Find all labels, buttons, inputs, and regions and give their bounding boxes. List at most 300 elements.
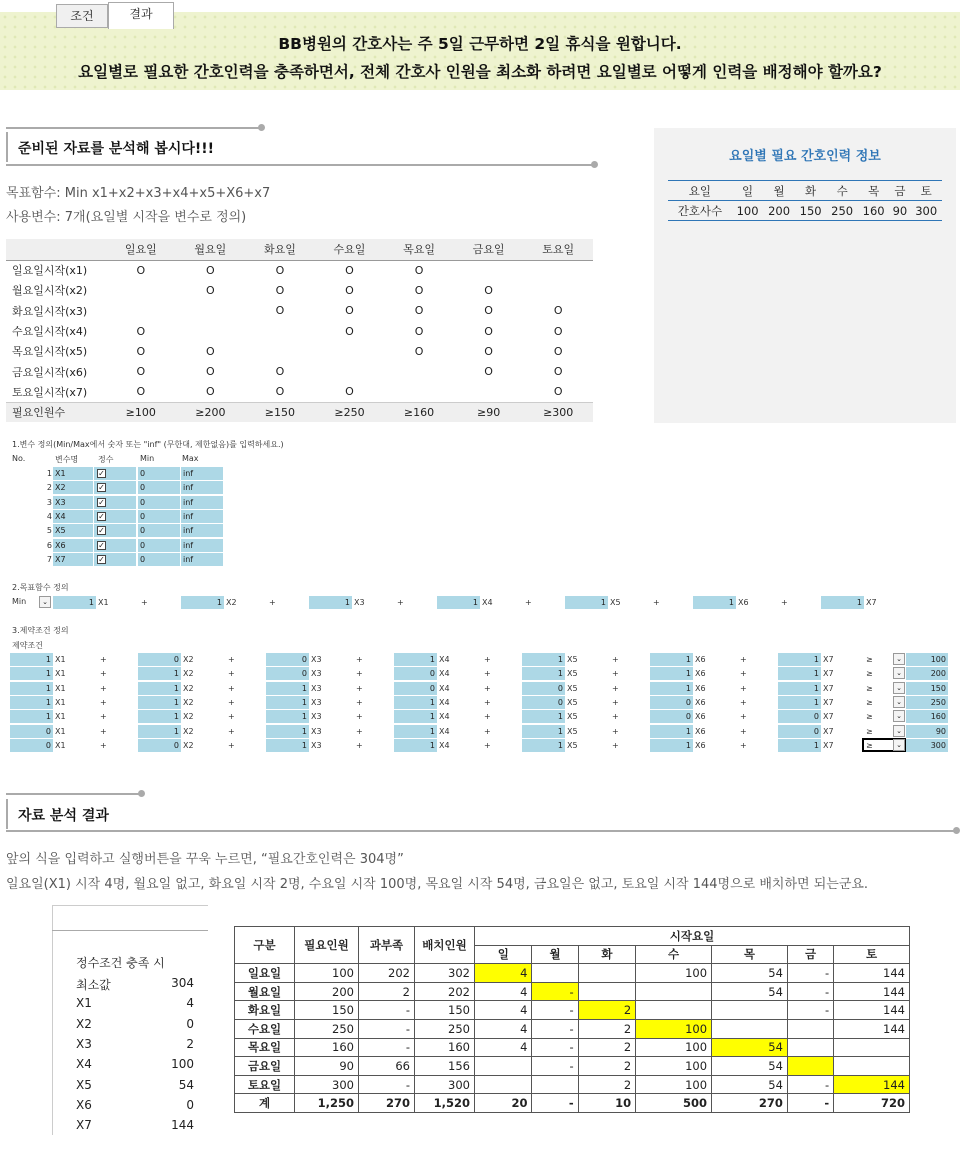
plus-sign: +: [356, 655, 363, 664]
checkbox-icon: ✓: [98, 469, 105, 478]
start-day-cell: -: [787, 1094, 833, 1113]
result-row: [76, 1078, 194, 1092]
plus-sign: +: [228, 740, 235, 750]
constraint-coef-input[interactable]: 1: [138, 682, 181, 695]
schedule-cell: O: [275, 365, 285, 379]
plus-sign: +: [740, 683, 747, 693]
constraint-coef-input[interactable]: 1: [522, 710, 565, 723]
plus-sign: +: [356, 740, 363, 750]
objective-var-label: X1: [98, 598, 109, 607]
max-input[interactable]: inf: [181, 496, 223, 509]
constraint-var-label: X2: [183, 726, 194, 736]
plus-sign: +: [740, 655, 747, 664]
objective-coef-input[interactable]: 1: [181, 596, 224, 609]
constraint-var-label: X4: [439, 697, 450, 707]
constraint-coef-input[interactable]: 0: [138, 653, 181, 666]
min-input[interactable]: 0: [138, 481, 180, 494]
constraint-coef-input[interactable]: 1: [10, 667, 53, 680]
schedule-cell: O: [414, 324, 424, 338]
constraint-rhs-input[interactable]: 100: [906, 653, 948, 666]
schedule-cell: O: [345, 304, 354, 318]
schedule-cell: O: [484, 304, 493, 318]
constraint-var-label: X3: [311, 655, 322, 664]
constraint-var-label: X3: [311, 712, 322, 722]
row-assigned: 160: [415, 1038, 475, 1057]
allocation-row: [235, 1075, 910, 1094]
variable-header: Min: [140, 454, 155, 463]
constraint-var-label: X6: [695, 740, 706, 750]
constraint-coef-input[interactable]: 0: [522, 696, 565, 709]
start-day-cell: 2: [578, 1057, 635, 1076]
row-assigned: 202: [415, 982, 475, 1001]
start-day-cell: 100: [636, 964, 712, 983]
row-need: 100: [295, 964, 359, 983]
max-input[interactable]: inf: [181, 510, 223, 523]
requirement-cell: ≥200: [176, 402, 246, 422]
variable-header: No.: [12, 454, 26, 463]
constraint-var-label: X7: [823, 726, 834, 736]
result-value: 0: [186, 1097, 194, 1112]
constraint-coef-input[interactable]: 1: [138, 667, 181, 680]
result-value: 100: [171, 1057, 194, 1072]
checkbox-icon: ✓: [98, 540, 105, 550]
variable-name-input[interactable]: X6: [53, 539, 93, 552]
constraint-coef-input[interactable]: 0: [10, 739, 53, 752]
requirement-cell: ≥90: [454, 402, 524, 422]
constraint-coef-input[interactable]: 0: [394, 682, 437, 695]
start-day-cell: -: [532, 982, 578, 1001]
variable-no: 3: [46, 497, 52, 507]
constraint-coef-input[interactable]: 1: [394, 696, 437, 709]
schedule-cell: [523, 280, 593, 300]
constraint-coef-input[interactable]: 1: [10, 653, 53, 666]
plus-sign: +: [484, 655, 491, 664]
constraint-var-label: X6: [695, 712, 706, 722]
divider-dot: [258, 124, 265, 131]
start-day-cell: 54: [712, 1075, 788, 1094]
constraint-var-label: X2: [183, 740, 194, 750]
constraint-coef-input[interactable]: 1: [778, 696, 821, 709]
start-day-cell: [532, 1075, 578, 1094]
constraint-var-label: X5: [567, 683, 578, 693]
day-header: 화: [578, 945, 635, 964]
constraint-var-label: X4: [439, 726, 450, 736]
plus-sign: +: [484, 683, 491, 693]
operator-select[interactable]: ⌄: [893, 682, 905, 694]
start-day-cell: [834, 1038, 910, 1057]
divider: [6, 793, 141, 795]
constraint-coef-input[interactable]: 1: [266, 725, 309, 738]
constraint-coef-input[interactable]: 1: [266, 682, 309, 695]
objective-function: 목표함수: Min x1+x2+x3+x4+x5+X6+x7: [6, 186, 271, 201]
start-day-cell: -: [532, 1019, 578, 1038]
schedule-cell: O: [553, 385, 563, 399]
info-head-cell: 요일: [668, 181, 732, 201]
tab-conditions[interactable]: 조건: [56, 4, 108, 28]
mode-select[interactable]: ⌄: [39, 596, 51, 608]
result-key: X4: [76, 1057, 92, 1072]
start-day-cell: 54: [712, 1057, 788, 1076]
schedule-cell: [245, 321, 315, 341]
constraint-coef-input[interactable]: 1: [650, 739, 693, 752]
constraint-var-label: X2: [183, 697, 194, 707]
col-gubun: 구분: [235, 927, 295, 964]
schedule-cell: [384, 361, 454, 381]
plus-sign: +: [228, 726, 235, 736]
constraint-coef-input[interactable]: 1: [266, 739, 309, 752]
divider-dot: [591, 161, 598, 168]
integer-checkbox[interactable]: [94, 481, 136, 494]
constraint-coef-input[interactable]: 1: [522, 667, 565, 680]
integer-checkbox[interactable]: [94, 539, 136, 552]
total-row: [235, 1094, 910, 1113]
banner-line-1: BB병원의 간호사는 주 5일 근무하면 2일 휴식을 원합니다.: [278, 35, 682, 53]
constraint-operator: ≥: [866, 697, 873, 707]
row-need: 300: [295, 1075, 359, 1094]
schedule-table: [6, 239, 593, 422]
row-assigned: 250: [415, 1019, 475, 1038]
requirement-cell: ≥250: [315, 402, 385, 422]
constraint-coef-input[interactable]: 1: [394, 739, 437, 752]
plus-sign: +: [740, 726, 747, 736]
start-day-cell: 144: [834, 982, 910, 1001]
schedule-header: 일요일: [106, 239, 176, 260]
start-day-cell: -: [787, 1075, 833, 1094]
row-assigned: 150: [415, 1001, 475, 1020]
plus-sign: +: [228, 655, 235, 664]
day-header: 수: [636, 945, 712, 964]
constraint-coef-input[interactable]: 1: [266, 710, 309, 723]
plus-sign: +: [228, 683, 235, 693]
operator-select[interactable]: ⌄: [893, 710, 905, 722]
operator-select[interactable]: ⌄: [893, 653, 905, 665]
constraint-coef-input[interactable]: 1: [10, 710, 53, 723]
schedule-cell: O: [414, 263, 424, 277]
allocation-table: [234, 926, 910, 1113]
constraint-coef-input[interactable]: 1: [138, 725, 181, 738]
row-day: 토요일: [235, 1075, 295, 1094]
plus-sign: +: [612, 740, 619, 750]
variable-no: 5: [46, 526, 52, 536]
constraint-coef-input[interactable]: 1: [266, 696, 309, 709]
plus-sign: +: [228, 669, 235, 679]
variable-name-input[interactable]: X2: [53, 481, 93, 494]
constraint-rhs-input[interactable]: 300: [906, 739, 948, 752]
constraint-coef-input[interactable]: 1: [778, 667, 821, 680]
constraint-coef-input[interactable]: 1: [138, 710, 181, 723]
start-day-cell: 20: [475, 1094, 532, 1113]
schedule-cell: O: [484, 365, 493, 379]
objective-var-label: X7: [866, 598, 877, 607]
start-day-cell: 100: [636, 1038, 712, 1057]
allocation-row: [235, 1057, 910, 1076]
start-day-cell: 100: [636, 1057, 712, 1076]
integer-checkbox[interactable]: [94, 553, 136, 566]
start-day-cell: [787, 1038, 833, 1057]
info-value-cell: 160: [858, 201, 890, 221]
row-day: 목요일: [235, 1038, 295, 1057]
section-title-analysis: 준비된 자료를 분석해 봅시다!!!: [6, 132, 214, 162]
row-day: 수요일: [235, 1019, 295, 1038]
constraint-coef-input[interactable]: 1: [522, 739, 565, 752]
schedule-cell: [176, 301, 246, 321]
schedule-header: [6, 239, 106, 260]
objective-coef-input[interactable]: 1: [53, 596, 96, 609]
constraint-coef-input[interactable]: 1: [522, 653, 565, 666]
start-day-cell: 270: [712, 1094, 788, 1113]
schedule-cell: [106, 280, 176, 300]
constraint-coef-input[interactable]: 0: [138, 739, 181, 752]
constraint-coef-input[interactable]: 1: [394, 710, 437, 723]
start-day-cell: [712, 1001, 788, 1020]
requirement-cell: ≥150: [245, 402, 315, 422]
constraint-section-title: 3.제약조건 정의: [12, 626, 69, 635]
result-summary-2: 일요일(X1) 시작 4명, 월요일 없고, 화요일 시작 2명, 수요일 시작 100명, 목요일 시작 54명, 금요일은 없고, 토요일 시작 144명으로 배치하면 되는군요.: [6, 877, 869, 892]
schedule-cell: O: [414, 283, 424, 297]
integer-checkbox[interactable]: [94, 496, 136, 509]
row-need: 1,250: [295, 1094, 359, 1113]
col-start-day: 시작요일: [475, 927, 910, 946]
constraint-coef-input[interactable]: 1: [650, 682, 693, 695]
start-day-cell: -: [532, 1038, 578, 1057]
integer-checkbox[interactable]: [94, 524, 136, 537]
row-need: 200: [295, 982, 359, 1001]
plus-sign: +: [100, 712, 107, 722]
variable-header: 변수명: [55, 455, 79, 464]
day-header: 토: [834, 945, 910, 964]
schedule-cell: [384, 382, 454, 402]
start-day-cell: 500: [636, 1094, 712, 1113]
schedule-header: 월요일: [176, 239, 246, 260]
constraint-rhs-input[interactable]: 200: [906, 667, 948, 680]
constraint-coef-input[interactable]: 0: [650, 696, 693, 709]
day-header: 목: [712, 945, 788, 964]
result-value: 2: [186, 1036, 194, 1051]
plus-sign: +: [397, 598, 404, 607]
row-assigned: 300: [415, 1075, 475, 1094]
objective-coef-input[interactable]: 1: [693, 596, 736, 609]
min-input[interactable]: 0: [138, 539, 180, 552]
day-header: 월: [532, 945, 578, 964]
variable-section-title: 1.변수 정의(Min/Max에서 숫자 또는 "inf" (무한대, 제한없음)를 입력하세요.): [12, 440, 284, 449]
min-input[interactable]: 0: [138, 496, 180, 509]
schedule-cell: 금요일시작(x6): [12, 365, 88, 379]
constraint-operator: ≥: [866, 712, 873, 722]
schedule-cell: [454, 382, 524, 402]
constraint-coef-input[interactable]: 0: [778, 710, 821, 723]
min-input[interactable]: 0: [138, 510, 180, 523]
start-day-cell: 144: [834, 964, 910, 983]
constraint-coef-input[interactable]: 1: [650, 667, 693, 680]
schedule-cell: 토요일시작(x7): [12, 385, 88, 399]
row-need: 250: [295, 1019, 359, 1038]
result-row: [76, 1118, 194, 1132]
start-day-cell: -: [787, 982, 833, 1001]
variable-name-input[interactable]: X1: [53, 467, 93, 480]
checkbox-icon: ✓: [98, 511, 105, 521]
row-excess: -: [359, 1075, 415, 1094]
constraint-coef-input[interactable]: 1: [10, 696, 53, 709]
max-input[interactable]: inf: [181, 481, 223, 494]
constraint-rhs-input[interactable]: 150: [906, 682, 948, 695]
operator-select[interactable]: ⌄: [893, 739, 905, 751]
constraint-coef-input[interactable]: 1: [778, 739, 821, 752]
constraint-var-label: X5: [567, 712, 578, 722]
constraint-coef-input[interactable]: 1: [522, 725, 565, 738]
constraint-var-label: X7: [823, 683, 834, 693]
constraint-rhs-input[interactable]: 90: [906, 725, 948, 738]
constraint-coef-input[interactable]: 0: [266, 667, 309, 680]
schedule-cell: O: [414, 304, 424, 318]
schedule-row: [6, 341, 593, 361]
constraint-var-label: X3: [311, 697, 322, 707]
constraint-var-label: X5: [567, 726, 578, 736]
start-day-cell: 144: [834, 1019, 910, 1038]
schedule-row: [6, 280, 593, 300]
plus-sign: +: [484, 712, 491, 722]
row-assigned: 302: [415, 964, 475, 983]
start-day-cell: 2: [578, 1019, 635, 1038]
constraint-coef-input[interactable]: 0: [650, 710, 693, 723]
plus-sign: +: [100, 740, 107, 750]
schedule-cell: 월요일시작(x2): [12, 284, 88, 298]
schedule-cell: O: [275, 385, 285, 399]
schedule-cell: O: [206, 283, 215, 297]
row-excess: 202: [359, 964, 415, 983]
plus-sign: +: [269, 598, 276, 607]
result-value: 4: [186, 996, 194, 1011]
checkbox-icon: ✓: [98, 526, 105, 536]
constraint-rhs-input[interactable]: 250: [906, 696, 948, 709]
col-assigned: 배치인원: [415, 927, 475, 964]
constraint-var-label: X1: [55, 697, 66, 707]
schedule-cell: O: [414, 344, 424, 358]
schedule-cell: [315, 361, 385, 381]
start-day-cell: -: [532, 1001, 578, 1020]
constraint-coef-input[interactable]: 0: [522, 682, 565, 695]
min-input[interactable]: 0: [138, 524, 180, 537]
objective-var-label: X6: [738, 598, 749, 607]
requirement-cell: ≥100: [106, 402, 176, 422]
constraint-coef-input[interactable]: 1: [650, 653, 693, 666]
constraint-coef-input[interactable]: 0: [778, 725, 821, 738]
max-input[interactable]: inf: [181, 553, 223, 566]
constraint-var-label: X1: [55, 726, 66, 736]
requirement-cell: 필요인원수: [6, 402, 106, 422]
row-assigned: 1,520: [415, 1094, 475, 1113]
constraint-coef-input[interactable]: 1: [138, 696, 181, 709]
constraint-coef-input[interactable]: 1: [394, 725, 437, 738]
start-day-cell: -: [532, 1057, 578, 1076]
objective-coef-input[interactable]: 1: [821, 596, 864, 609]
max-input[interactable]: inf: [181, 524, 223, 537]
constraint-coef-input[interactable]: 1: [394, 653, 437, 666]
constraint-coef-input[interactable]: 0: [394, 667, 437, 680]
result-key: X1: [76, 996, 92, 1011]
col-excess: 과부족: [359, 927, 415, 964]
schedule-cell: O: [136, 385, 146, 399]
tab-line: [52, 930, 208, 931]
integer-checkbox[interactable]: [94, 467, 136, 480]
constraint-coef-input[interactable]: 1: [650, 725, 693, 738]
objective-coef-input[interactable]: 1: [437, 596, 480, 609]
constraint-var-label: X4: [439, 669, 450, 679]
info-value-cell: 200: [763, 201, 795, 221]
allocation-row: [235, 982, 910, 1001]
objective-var-label: X5: [610, 598, 621, 607]
info-head-cell: 목: [858, 181, 890, 201]
result-key: 최소값: [76, 978, 111, 992]
operator-select[interactable]: ⌄: [893, 696, 905, 708]
schedule-cell: O: [553, 344, 563, 358]
start-day-cell: 54: [712, 982, 788, 1001]
objective-coef-input[interactable]: 1: [309, 596, 352, 609]
min-input[interactable]: 0: [138, 553, 180, 566]
min-input[interactable]: 0: [138, 467, 180, 480]
integer-checkbox[interactable]: [94, 510, 136, 523]
constraint-coef-input[interactable]: 1: [10, 682, 53, 695]
result-key: X5: [76, 1077, 92, 1092]
info-value-cell: 250: [826, 201, 858, 221]
start-day-cell: 144: [834, 1001, 910, 1020]
schedule-cell: O: [553, 365, 563, 379]
constraint-var-label: X1: [55, 669, 66, 679]
operator-select[interactable]: ⌄: [893, 667, 905, 679]
variable-name-input[interactable]: X7: [53, 553, 93, 566]
schedule-cell: O: [136, 324, 146, 338]
plus-sign: +: [781, 598, 788, 607]
result-key: X2: [76, 1016, 92, 1031]
tab-results[interactable]: 결과: [108, 2, 174, 29]
start-day-cell: 2: [578, 1001, 635, 1020]
operator-select[interactable]: ⌄: [893, 725, 905, 737]
max-input[interactable]: inf: [181, 539, 223, 552]
constraint-var-label: X5: [567, 697, 578, 707]
result-row: [76, 1037, 194, 1051]
allocation-row: [235, 1038, 910, 1057]
constraint-var-label: X4: [439, 712, 450, 722]
variable-name-input[interactable]: X5: [53, 524, 93, 537]
info-title: 요일별 필요 간호인력 정보: [729, 149, 881, 164]
day-header: 일: [475, 945, 532, 964]
variable-name-input[interactable]: X3: [53, 496, 93, 509]
variables-description: 사용변수: 7개(요일별 시작을 변수로 정의): [6, 210, 247, 225]
constraint-coef-input[interactable]: 1: [778, 682, 821, 695]
variable-name-input[interactable]: X4: [53, 510, 93, 523]
checkbox-icon: ✓: [98, 483, 105, 493]
constraint-coef-input[interactable]: 1: [778, 653, 821, 666]
constraint-var-label: X4: [439, 740, 450, 750]
constraint-coef-input[interactable]: 0: [266, 653, 309, 666]
schedule-cell: O: [206, 263, 215, 277]
result-value: 144: [171, 1118, 194, 1133]
max-input[interactable]: inf: [181, 467, 223, 480]
start-day-cell: 2: [578, 1075, 635, 1094]
schedule-header: 토요일: [523, 239, 593, 260]
start-day-cell: -: [532, 1094, 578, 1113]
constraint-rhs-input[interactable]: 160: [906, 710, 948, 723]
plus-sign: +: [228, 697, 235, 707]
row-excess: -: [359, 1001, 415, 1020]
start-day-cell: [636, 1001, 712, 1020]
plus-sign: +: [100, 697, 107, 707]
schedule-cell: O: [484, 324, 493, 338]
constraint-operator: ≥: [866, 669, 873, 679]
info-value-cell: 간호사수: [668, 201, 732, 221]
objective-coef-input[interactable]: 1: [565, 596, 608, 609]
constraint-coef-input[interactable]: 0: [10, 725, 53, 738]
plus-sign: +: [100, 669, 107, 679]
